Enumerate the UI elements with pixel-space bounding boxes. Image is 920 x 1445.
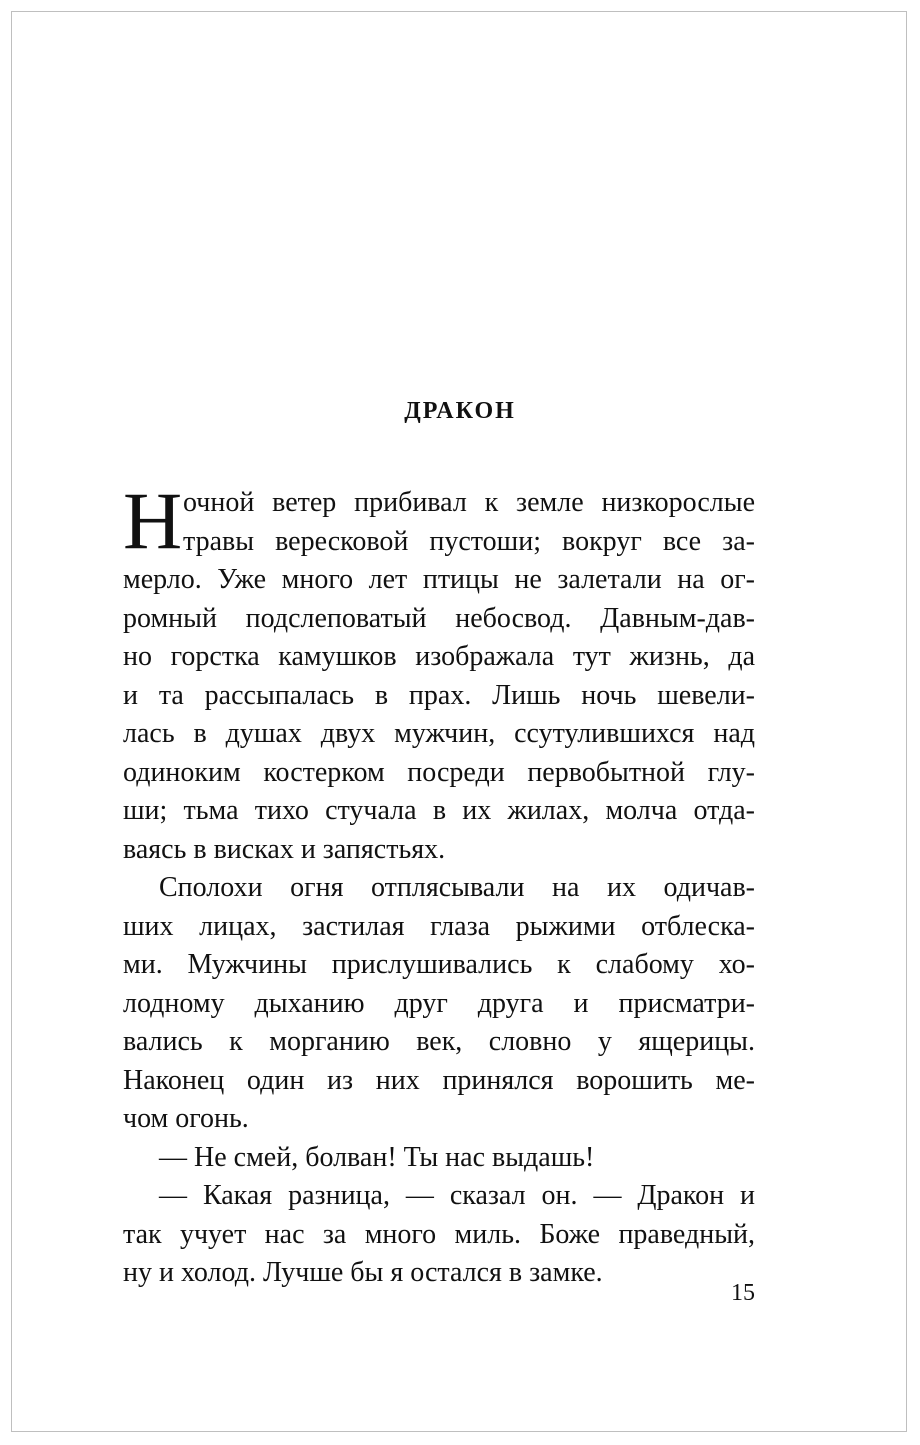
text-line: Наконец один из них принялся ворошить ме- — [123, 1064, 755, 1096]
drop-cap: Н — [123, 475, 183, 566]
text-line: лась в душах двух мужчин, ссутулившихся над — [123, 718, 755, 749]
text-line: и та рассыпалась в прах. Лишь ночь шевели- — [123, 679, 755, 711]
text-line: так учует нас за много миль. Боже праведный, — [123, 1218, 755, 1250]
text-line: одиноким костерком посреди первобытной глу- — [123, 756, 755, 788]
text-line: Сполохи огня отплясывали на их одичав- — [159, 872, 755, 903]
text-line: ми. Мужчины прислушивались к слабому хо- — [123, 949, 755, 980]
page-number: 15 — [731, 1280, 755, 1306]
text-line: — Какая разница, — сказал он. — Дракон и — [159, 1180, 755, 1211]
text-line: ших лицах, застилая глаза рыжими отблеска- — [123, 910, 755, 942]
text-line: ши; тьма тихо стучала в их жилах, молча отда- — [123, 795, 755, 826]
text-line: ну и холод. Лучше бы я остался в замке. — [123, 1257, 603, 1288]
text-line: чом огонь. — [123, 1103, 249, 1134]
text-line: травы вересковой пустоши; вокруг все за- — [183, 525, 755, 557]
text-line: но горстка камушков изображала тут жизнь, да — [123, 641, 755, 672]
text-line: ваясь в висках и запястьях. — [123, 833, 446, 865]
text-line: ромный подслеповатый небосвод. Давным-дав- — [123, 602, 755, 634]
text-line: мерло. Уже много лет птицы не залетали на ог- — [123, 564, 755, 595]
chapter-text — [123, 475, 755, 1293]
chapter-title: ДРАКОН — [404, 398, 516, 424]
text-line: вались к морганию век, словно у ящерицы. — [123, 1026, 755, 1057]
text-line: лодному дыханию друг друга и присматри- — [123, 987, 755, 1019]
text-line: — Не смей, болван! Ты нас выдашь! — [159, 1141, 595, 1173]
text-line: очной ветер прибивал к земле низкорослые — [183, 487, 755, 518]
